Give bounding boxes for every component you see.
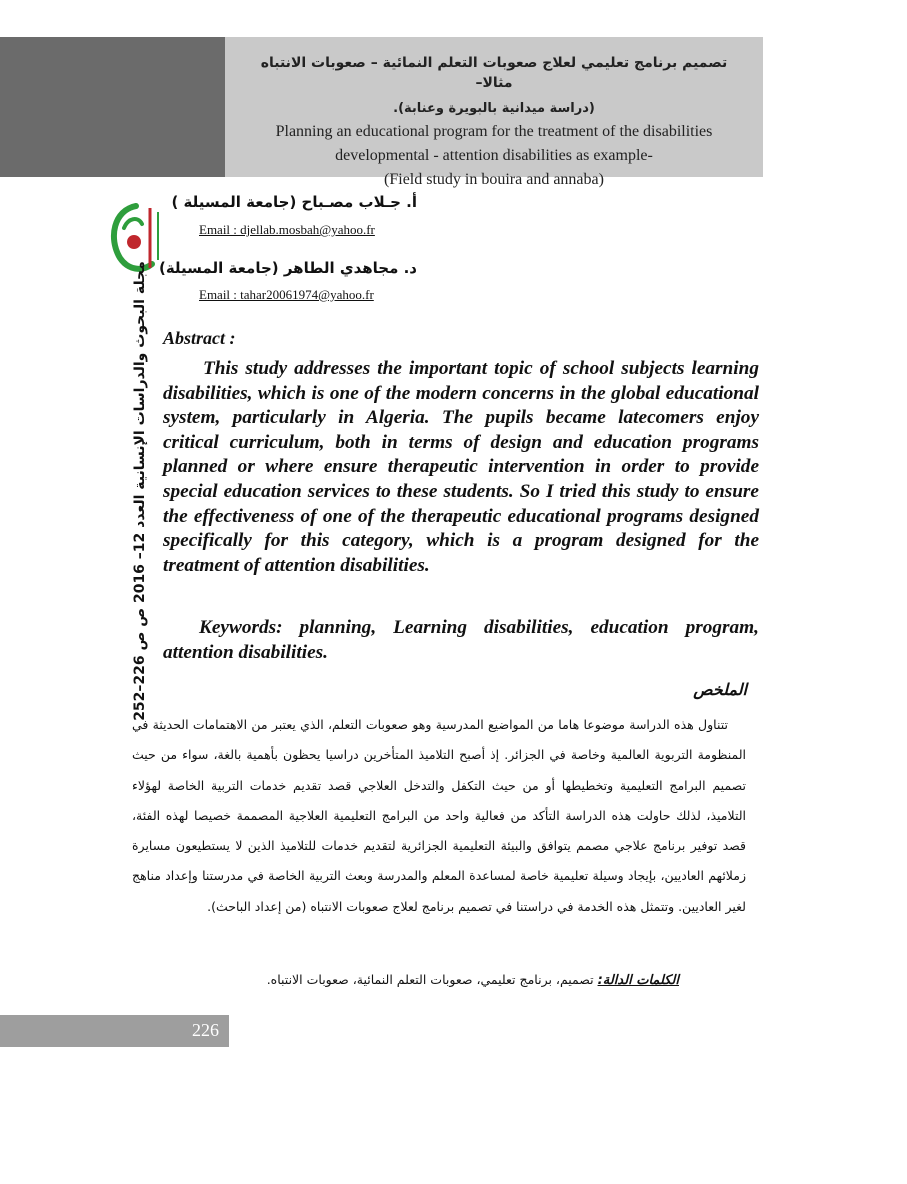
arabic-title: تصميم برنامج تعليمي لعلاج صعوبات التعلم النمائية – صعوبات الانتباه مثالا–: [260, 55, 728, 91]
journal-side-caption: [120, 261, 160, 721]
page-number: 226: [192, 1020, 219, 1040]
english-title-line-3: (Field study in bouira and annaba): [384, 171, 604, 188]
abstract-heading: Abstract :: [163, 328, 236, 348]
arabic-keywords: [267, 972, 679, 988]
author-2-email[interactable]: Email : tahar20061974@yahoo.fr: [199, 287, 374, 302]
page-number-band: [0, 1015, 229, 1047]
abstract-body: This study addresses the important topic of school subjects learning disabilities, which is one of the modern concerns in the global educational system, particularly in Algeria. The pupils became latecomers enjoy critical curriculum, both in terms of design and education programs planned or where ensure therapeutic intervention in order to provide special education services to these students. So I tried this study to ensure the effectiveness of one of the therapeutic educational programs designed specifically for this category, which is a program designed for the treatment of attention disabilities.: [163, 358, 759, 576]
english-title-line-1: Planning an educational program for the treatment of the disabilities: [275, 123, 713, 140]
arabic-keywords-text: تصميم، برنامج تعليمي، صعوبات التعلم النمائية، صعوبات الانتباه.: [266, 972, 598, 987]
header-dark-block: [0, 37, 225, 177]
keywords-label: Keywords:: [199, 617, 283, 638]
arabic-keywords-label: الكلمات الدالة:: [597, 973, 679, 988]
keywords-paragraph: [163, 616, 759, 665]
author-1-name: أ. جـلاب مصـباح (جامعة المسيلة ): [171, 193, 417, 211]
keywords-text: planning, Learning disabilities, education program, attention disabilities.: [163, 617, 759, 663]
english-title-line-2: developmental - attention disabilities as example-: [335, 147, 653, 164]
journal-side-text: مجلة البحوث والدراسات الإنسانية العدد 12– 2016 ص ص 226–252: [132, 261, 148, 721]
arabic-summary-heading: الملخص: [693, 680, 747, 699]
title-band: [225, 37, 763, 188]
author-1-email[interactable]: Email : djellab.mosbah@yahoo.fr: [199, 222, 375, 237]
arabic-subtitle: (دراسة ميدانية بالبويرة وعنابة).: [393, 101, 595, 116]
author-2-name: د. مجاهدي الطاهر (جامعة المسيلة): [158, 259, 417, 277]
arabic-summary-body: تتناول هذه الدراسة موضوعا هاما من المواضيع المدرسية وهو صعوبات التعلم، الذي يعتبر من الاهتمامات الحديثة في المنظومة التربوية العالمية وخاصة في الجزائر. إذ أصبح التلاميذ المتأخرين دراسيا يحظون بأهمية بالغة، سواء من حيث تصميم البرامج التعليمية وتخطيطها أو من حيث التكفل والتدخل العلاجي قصد تقديم خدمات التربية الخاصة لهؤلاء التلاميذ، لذلك حاولت هذه الدراسة التأكد من فعالية واحد من البرامج التعليمية العلاجية المصممة خصيصا لهذه الفئة، قصد توفير برنامج علاجي مصمم يتوافق والبيئة التعليمية الجزائرية لتقديم خدمات للتلاميذ الذين لا يستطيعون مسايرة زملائهم العاديين، بإيجاد وسيلة تعليمية خاصة لمساعدة المعلم والمدرسة وبعث التربية الخاصة في مدرستنا وإعداد مناهج لغير العاديين. وتتمثل هذه الخدمة في دراستنا في تصميم برنامج لعلاج صعوبات الانتباه (من إعداد الباحث).: [132, 717, 746, 914]
